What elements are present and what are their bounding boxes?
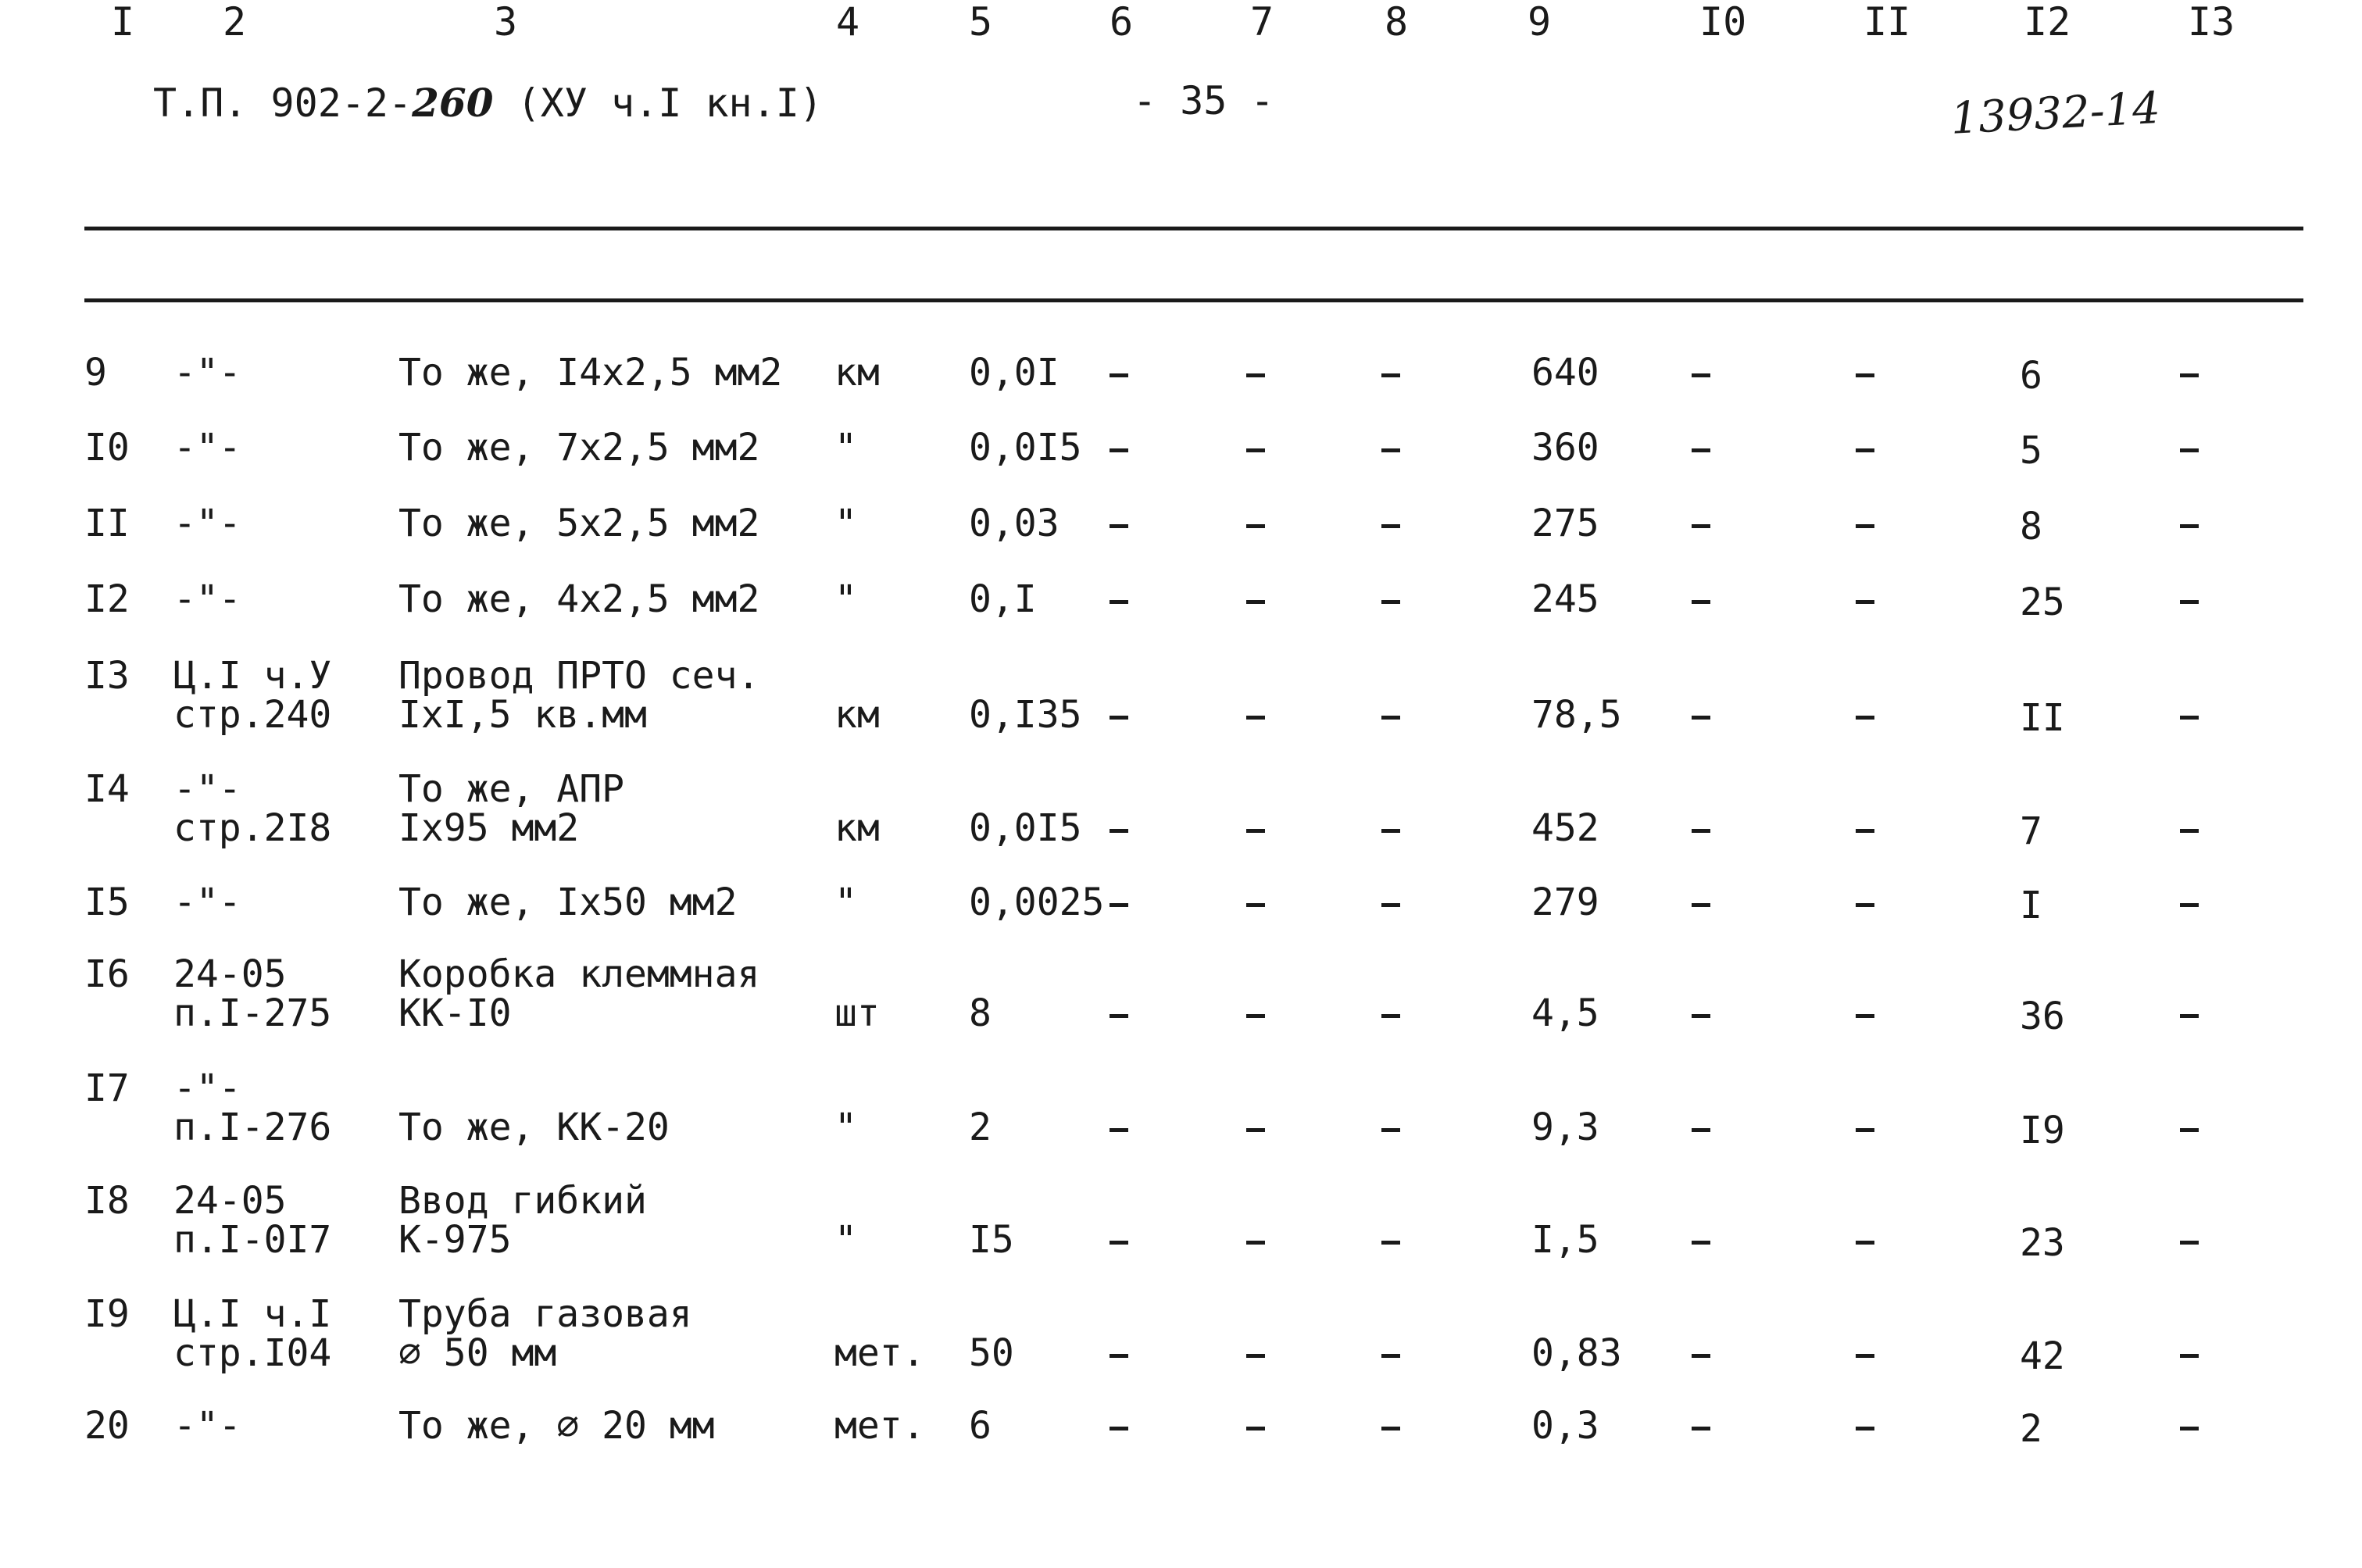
row-number: I3 [84, 654, 130, 698]
column-12-value: 7 [2020, 809, 2042, 853]
item-name: К-975 [398, 1218, 512, 1262]
empty-cell-dash-c8 [1381, 1128, 1400, 1132]
document-code-prefix: Т.П. 902-2- [153, 80, 413, 126]
empty-cell-dash-c6 [1110, 1427, 1128, 1430]
empty-cell-dash-c8 [1381, 373, 1400, 377]
empty-cell-dash-c13 [2180, 524, 2199, 528]
price-reference: -"- [173, 426, 241, 470]
unit-of-measure: " [834, 1105, 857, 1149]
column-header-7: 7 [1250, 0, 1274, 45]
column-12-value: 36 [2020, 995, 2065, 1038]
item-name: IxI,5 кв.мм [398, 693, 647, 737]
quantity: 0,I35 [969, 693, 1082, 737]
empty-cell-dash-c7 [1246, 1354, 1265, 1358]
unit-price: 279 [1531, 880, 1599, 924]
empty-cell-dash-c8 [1381, 903, 1400, 907]
empty-cell-dash-c7 [1246, 903, 1265, 907]
quantity: 8 [969, 991, 992, 1035]
empty-cell-dash-c10 [1692, 373, 1710, 377]
row-number: I0 [84, 426, 130, 470]
empty-cell-dash-c13 [2180, 1128, 2199, 1132]
table-top-rule [84, 227, 2303, 230]
quantity: 0,0I5 [969, 426, 1082, 470]
empty-cell-dash-c10 [1692, 1014, 1710, 1018]
price-reference: стр.I04 [173, 1331, 332, 1375]
item-name: Коробка клеммная [398, 952, 760, 996]
empty-cell-dash-c11 [1856, 1354, 1874, 1358]
item-name: ⌀ 50 мм [398, 1331, 557, 1375]
column-12-value: 2 [2020, 1407, 2042, 1451]
empty-cell-dash-c10 [1692, 600, 1710, 604]
empty-cell-dash-c13 [2180, 716, 2199, 720]
unit-of-measure: " [834, 577, 857, 621]
column-12-value: 5 [2020, 429, 2042, 473]
column-12-value: 8 [2020, 505, 2042, 548]
column-12-value: II [2020, 696, 2065, 740]
empty-cell-dash-c7 [1246, 373, 1265, 377]
empty-cell-dash-c11 [1856, 1241, 1874, 1245]
empty-cell-dash-c6 [1110, 1128, 1128, 1132]
empty-cell-dash-c10 [1692, 1241, 1710, 1245]
empty-cell-dash-c8 [1381, 600, 1400, 604]
empty-cell-dash-c11 [1856, 1427, 1874, 1430]
price-reference: -"- [173, 351, 241, 395]
unit-price: 640 [1531, 351, 1599, 395]
unit-price: 0,3 [1531, 1404, 1599, 1448]
quantity: 0,03 [969, 502, 1060, 545]
price-reference: -"- [173, 577, 241, 621]
column-header-9: 9 [1528, 0, 1552, 45]
column-12-value: 6 [2020, 354, 2042, 398]
empty-cell-dash-c10 [1692, 448, 1710, 452]
unit-of-measure: " [834, 426, 857, 470]
item-name: Труба газовая [398, 1292, 692, 1336]
empty-cell-dash-c7 [1246, 524, 1265, 528]
table-header-rule [84, 298, 2303, 302]
unit-of-measure: мет. [834, 1331, 925, 1375]
empty-cell-dash-c8 [1381, 1241, 1400, 1245]
stamp-number: 13932-14 [1949, 82, 2162, 145]
column-header-5: 5 [969, 0, 993, 45]
row-number: I9 [84, 1292, 130, 1336]
unit-of-measure: км [834, 806, 880, 850]
empty-cell-dash-c10 [1692, 1427, 1710, 1430]
row-number: I5 [84, 880, 130, 924]
unit-of-measure: " [834, 1218, 857, 1262]
empty-cell-dash-c13 [2180, 829, 2199, 833]
empty-cell-dash-c11 [1856, 903, 1874, 907]
quantity: I5 [969, 1218, 1014, 1262]
price-reference: п.I-0I7 [173, 1218, 332, 1262]
item-name: Ix95 мм2 [398, 806, 580, 850]
column-12-value: I9 [2020, 1109, 2065, 1152]
price-reference: -"- [173, 1066, 241, 1110]
empty-cell-dash-c7 [1246, 1427, 1265, 1430]
empty-cell-dash-c6 [1110, 600, 1128, 604]
column-12-value: I [2020, 884, 2042, 927]
empty-cell-dash-c7 [1246, 448, 1265, 452]
empty-cell-dash-c8 [1381, 1014, 1400, 1018]
row-number: I7 [84, 1066, 130, 1110]
price-reference: п.I-275 [173, 991, 332, 1035]
price-reference: -"- [173, 502, 241, 545]
empty-cell-dash-c13 [2180, 903, 2199, 907]
empty-cell-dash-c11 [1856, 1014, 1874, 1018]
price-reference: -"- [173, 880, 241, 924]
empty-cell-dash-c7 [1246, 1014, 1265, 1018]
price-reference: стр.2I8 [173, 806, 332, 850]
item-name: То же, Ix50 мм2 [398, 880, 738, 924]
unit-price: 360 [1531, 426, 1599, 470]
price-reference: Ц.I ч.У [173, 654, 332, 698]
unit-price: 245 [1531, 577, 1599, 621]
price-reference: -"- [173, 767, 241, 811]
empty-cell-dash-c13 [2180, 1427, 2199, 1430]
empty-cell-dash-c10 [1692, 716, 1710, 720]
column-header-3: 3 [494, 0, 518, 45]
column-12-value: 23 [2020, 1221, 2065, 1265]
unit-of-measure: " [834, 502, 857, 545]
item-name: То же, АПР [398, 767, 624, 811]
document-code-suffix: (ХУ ч.I кн.I) [493, 80, 823, 126]
empty-cell-dash-c11 [1856, 829, 1874, 833]
empty-cell-dash-c7 [1246, 1128, 1265, 1132]
price-reference: Ц.I ч.I [173, 1292, 332, 1336]
empty-cell-dash-c10 [1692, 524, 1710, 528]
empty-cell-dash-c13 [2180, 1241, 2199, 1245]
empty-cell-dash-c11 [1856, 448, 1874, 452]
item-name: То же, ⌀ 20 мм [398, 1404, 715, 1448]
empty-cell-dash-c6 [1110, 829, 1128, 833]
item-name: Ввод гибкий [398, 1179, 647, 1223]
row-number: 9 [84, 351, 107, 395]
item-name: То же, I4x2,5 мм2 [398, 351, 783, 395]
empty-cell-dash-c8 [1381, 448, 1400, 452]
column-header-4: 4 [836, 0, 860, 45]
empty-cell-dash-c6 [1110, 448, 1128, 452]
empty-cell-dash-c11 [1856, 716, 1874, 720]
unit-of-measure: шт [834, 991, 880, 1035]
empty-cell-dash-c7 [1246, 600, 1265, 604]
empty-cell-dash-c10 [1692, 1354, 1710, 1358]
empty-cell-dash-c6 [1110, 524, 1128, 528]
quantity: 0,I [969, 577, 1037, 621]
document-code-handwritten: 260 [412, 80, 494, 126]
item-name: КК-I0 [398, 991, 512, 1035]
column-header-11: II [1864, 0, 1911, 45]
column-header-13: I3 [2188, 0, 2235, 45]
empty-cell-dash-c10 [1692, 903, 1710, 907]
empty-cell-dash-c8 [1381, 716, 1400, 720]
unit-price: 0,83 [1531, 1331, 1622, 1375]
empty-cell-dash-c11 [1856, 524, 1874, 528]
empty-cell-dash-c11 [1856, 373, 1874, 377]
row-number: I4 [84, 767, 130, 811]
empty-cell-dash-c11 [1856, 600, 1874, 604]
empty-cell-dash-c6 [1110, 1241, 1128, 1245]
page-number: - 35 - [1133, 78, 1274, 123]
row-number: II [84, 502, 130, 545]
unit-price: 9,3 [1531, 1105, 1599, 1149]
unit-of-measure: км [834, 351, 880, 395]
unit-price: 78,5 [1531, 693, 1622, 737]
column-header-6: 6 [1110, 0, 1134, 45]
empty-cell-dash-c8 [1381, 1354, 1400, 1358]
item-name: То же, КК-20 [398, 1105, 670, 1149]
empty-cell-dash-c7 [1246, 716, 1265, 720]
empty-cell-dash-c6 [1110, 716, 1128, 720]
empty-cell-dash-c8 [1381, 829, 1400, 833]
price-reference: 24-05 [173, 1179, 287, 1223]
empty-cell-dash-c13 [2180, 373, 2199, 377]
empty-cell-dash-c13 [2180, 600, 2199, 604]
unit-price: 452 [1531, 806, 1599, 850]
empty-cell-dash-c13 [2180, 1354, 2199, 1358]
unit-of-measure: км [834, 693, 880, 737]
unit-price: 4,5 [1531, 991, 1599, 1035]
column-header-10: I0 [1699, 0, 1747, 45]
empty-cell-dash-c8 [1381, 1427, 1400, 1430]
empty-cell-dash-c10 [1692, 1128, 1710, 1132]
row-number: I8 [84, 1179, 130, 1223]
document-code [153, 80, 823, 126]
empty-cell-dash-c6 [1110, 903, 1128, 907]
empty-cell-dash-c6 [1110, 373, 1128, 377]
column-header-8: 8 [1385, 0, 1409, 45]
item-name: То же, 7x2,5 мм2 [398, 426, 760, 470]
column-header-12: I2 [2024, 0, 2071, 45]
quantity: 0,0I [969, 351, 1060, 395]
column-12-value: 25 [2020, 580, 2065, 624]
quantity: 50 [969, 1331, 1014, 1375]
empty-cell-dash-c6 [1110, 1354, 1128, 1358]
quantity: 0,0I5 [969, 806, 1082, 850]
empty-cell-dash-c13 [2180, 1014, 2199, 1018]
price-reference: -"- [173, 1404, 241, 1448]
unit-price: 275 [1531, 502, 1599, 545]
quantity: 6 [969, 1404, 992, 1448]
empty-cell-dash-c6 [1110, 1014, 1128, 1018]
row-number: I6 [84, 952, 130, 996]
price-reference: 24-05 [173, 952, 287, 996]
item-name: То же, 5x2,5 мм2 [398, 502, 760, 545]
row-number: 20 [84, 1404, 130, 1448]
column-header-2: 2 [223, 0, 247, 45]
column-12-value: 42 [2020, 1334, 2065, 1378]
empty-cell-dash-c7 [1246, 829, 1265, 833]
column-header-1: I [111, 0, 135, 45]
unit-of-measure: " [834, 880, 857, 924]
empty-cell-dash-c13 [2180, 448, 2199, 452]
quantity: 0,0025 [969, 880, 1105, 924]
unit-of-measure: мет. [834, 1404, 925, 1448]
empty-cell-dash-c8 [1381, 524, 1400, 528]
price-reference: стр.240 [173, 693, 332, 737]
item-name: Провод ПРТО сеч. [398, 654, 760, 698]
price-reference: п.I-276 [173, 1105, 332, 1149]
empty-cell-dash-c10 [1692, 829, 1710, 833]
quantity: 2 [969, 1105, 992, 1149]
empty-cell-dash-c11 [1856, 1128, 1874, 1132]
empty-cell-dash-c7 [1246, 1241, 1265, 1245]
item-name: То же, 4x2,5 мм2 [398, 577, 760, 621]
row-number: I2 [84, 577, 130, 621]
unit-price: I,5 [1531, 1218, 1599, 1262]
